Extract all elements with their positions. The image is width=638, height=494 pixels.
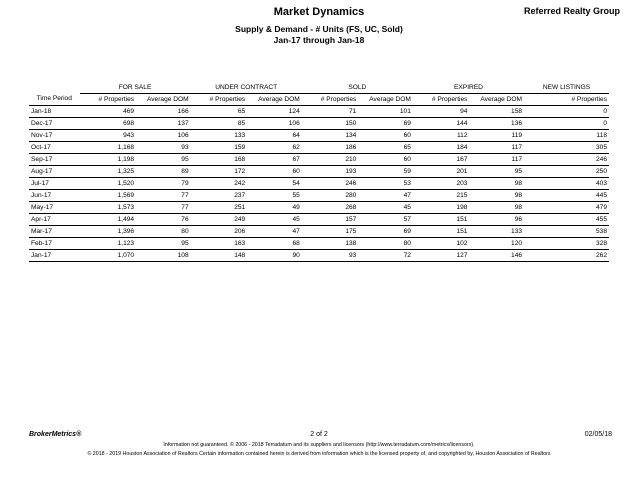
report-title: Market Dynamics (273, 6, 365, 18)
table-cell: 186 (302, 141, 359, 153)
table-cell: 151 (413, 213, 470, 225)
table-cell: 1,325 (80, 165, 137, 177)
table-cell: 69 (358, 225, 413, 237)
table-cell: 53 (358, 177, 413, 189)
column-header-row (29, 93, 609, 105)
group-under-contract: UNDER CONTRACT (191, 82, 302, 93)
table-cell: 47 (358, 189, 413, 201)
table-cell: 102 (413, 237, 470, 249)
table-cell: 144 (413, 117, 470, 129)
table-cell: 119 (469, 129, 524, 141)
table-cell: 246 (302, 177, 359, 189)
report-subtitle: Supply & Demand - # Units (FS, UC, Sold) (235, 24, 403, 34)
table-cell: 69 (358, 117, 413, 129)
table-cell: 60 (247, 165, 302, 177)
table-cell: 118 (524, 129, 609, 141)
table-cell: 1,494 (80, 213, 137, 225)
table-cell: 62 (247, 141, 302, 153)
table-cell: 80 (358, 237, 413, 249)
table-cell: 124 (247, 105, 302, 117)
brand-label: BrokerMetrics® (29, 431, 82, 438)
table-cell: 455 (524, 213, 609, 225)
table-cell: 85 (191, 117, 248, 129)
table-cell: 305 (524, 141, 609, 153)
table-cell: 54 (247, 177, 302, 189)
table-cell: 172 (191, 165, 248, 177)
table-cell: 98 (469, 177, 524, 189)
col-new-listings-properties: # Properties (524, 93, 609, 105)
table-cell: 1,573 (80, 201, 137, 213)
table-cell: 98 (469, 201, 524, 213)
table-row (29, 225, 609, 237)
group-header-row (29, 82, 609, 93)
table-cell: 698 (80, 117, 137, 129)
time-period-cell: Jun-17 (29, 189, 80, 201)
time-period-cell: Feb-17 (29, 237, 80, 249)
table-cell: 538 (524, 225, 609, 237)
group-for-sale: FOR SALE (80, 82, 191, 93)
time-period-cell: Jul-17 (29, 177, 80, 189)
table-cell: 45 (358, 201, 413, 213)
table-cell: 94 (413, 105, 470, 117)
table-cell: 166 (136, 105, 191, 117)
table-cell: 95 (136, 153, 191, 165)
table-row (29, 129, 609, 141)
table-cell: 98 (469, 189, 524, 201)
report-date: 02/05/18 (584, 431, 612, 438)
table-cell: 138 (302, 237, 359, 249)
table-row (29, 177, 609, 189)
col-for-sale-properties: # Properties (80, 93, 137, 105)
table-cell: 193 (302, 165, 359, 177)
disclaimer-line-2: © 2018 - 2019 Houston Association of Realtors Certain information contained herein is derived from information which is the licensed property of, and copyrighted by, Houston Association of Realtors (87, 451, 551, 457)
table-cell: 95 (469, 165, 524, 177)
table-cell: 479 (524, 201, 609, 213)
table-cell: 0 (524, 105, 609, 117)
date-range: Jan-17 through Jan-18 (273, 35, 365, 45)
table-cell: 146 (469, 249, 524, 261)
table-cell: 151 (413, 225, 470, 237)
table-row (29, 117, 609, 129)
time-period-cell: Sep-17 (29, 153, 80, 165)
table-cell: 65 (191, 105, 248, 117)
table-cell: 150 (302, 117, 359, 129)
page-number: 2 of 2 (310, 431, 328, 438)
table-cell: 163 (191, 237, 248, 249)
table-row (29, 201, 609, 213)
table-cell: 112 (413, 129, 470, 141)
time-period-cell: Oct-17 (29, 141, 80, 153)
time-period-cell: Jan-18 (29, 105, 80, 117)
table-cell: 148 (191, 249, 248, 261)
table-cell: 184 (413, 141, 470, 153)
table-cell: 133 (469, 225, 524, 237)
table-cell: 1,123 (80, 237, 137, 249)
table-cell: 120 (469, 237, 524, 249)
table-cell: 0 (524, 117, 609, 129)
table-cell: 249 (191, 213, 248, 225)
table-cell: 45 (247, 213, 302, 225)
table-row (29, 105, 609, 117)
table-cell: 943 (80, 129, 137, 141)
time-period-cell: Nov-17 (29, 129, 80, 141)
table-cell: 268 (302, 201, 359, 213)
table-row (29, 189, 609, 201)
table-cell: 65 (358, 141, 413, 153)
market-dynamics-table (29, 82, 609, 262)
table-cell: 67 (247, 153, 302, 165)
table-cell: 1,070 (80, 249, 137, 261)
table-cell: 80 (136, 225, 191, 237)
table-cell: 96 (469, 213, 524, 225)
table-cell: 210 (302, 153, 359, 165)
table-cell: 79 (136, 177, 191, 189)
time-period-cell: May-17 (29, 201, 80, 213)
table-cell: 60 (358, 129, 413, 141)
table-cell: 106 (136, 129, 191, 141)
table-cell: 1,520 (80, 177, 137, 189)
table-cell: 1,198 (80, 153, 137, 165)
table-cell: 68 (247, 237, 302, 249)
col-expired-properties: # Properties (413, 93, 470, 105)
time-period-cell: Apr-17 (29, 213, 80, 225)
table-cell: 90 (247, 249, 302, 261)
table-cell: 93 (136, 141, 191, 153)
table-cell: 101 (358, 105, 413, 117)
table-cell: 117 (469, 153, 524, 165)
table-cell: 134 (302, 129, 359, 141)
table-cell: 133 (191, 129, 248, 141)
table-body (29, 105, 609, 261)
table-cell: 72 (358, 249, 413, 261)
table-cell: 198 (413, 201, 470, 213)
table-cell: 108 (136, 249, 191, 261)
table-cell: 469 (80, 105, 137, 117)
table-cell: 117 (469, 141, 524, 153)
table-cell: 206 (191, 225, 248, 237)
table-cell: 175 (302, 225, 359, 237)
col-under-contract-properties: # Properties (191, 93, 248, 105)
table-cell: 203 (413, 177, 470, 189)
table-cell: 158 (469, 105, 524, 117)
table-cell: 137 (136, 117, 191, 129)
table-cell: 215 (413, 189, 470, 201)
table-cell: 49 (247, 201, 302, 213)
table-cell: 168 (191, 153, 248, 165)
table-cell: 127 (413, 249, 470, 261)
table-row (29, 153, 609, 165)
table-cell: 157 (302, 213, 359, 225)
disclaimer-line-1: Information not guaranteed. © 2006 - 2018 Terradatum and its suppliers and licensors (http://www.terradatum.com/metrics/licensors). (163, 442, 475, 448)
group-new-listings: NEW LISTINGS (524, 82, 609, 93)
table-cell: 262 (524, 249, 609, 261)
table-cell: 167 (413, 153, 470, 165)
time-period-cell: Mar-17 (29, 225, 80, 237)
table-cell: 64 (247, 129, 302, 141)
table-cell: 250 (524, 165, 609, 177)
col-sold-properties: # Properties (302, 93, 359, 105)
table-cell: 1,569 (80, 189, 137, 201)
table-cell: 242 (191, 177, 248, 189)
table-cell: 251 (191, 201, 248, 213)
col-under-contract-dom: Average DOM (247, 93, 302, 105)
table-cell: 445 (524, 189, 609, 201)
table-cell: 77 (136, 189, 191, 201)
table-cell: 59 (358, 165, 413, 177)
col-time-period: Time Period (29, 93, 80, 105)
table-cell: 77 (136, 201, 191, 213)
group-header-spacer (29, 82, 80, 93)
table-cell: 280 (302, 189, 359, 201)
table-cell: 89 (136, 165, 191, 177)
table-row (29, 213, 609, 225)
table-cell: 71 (302, 105, 359, 117)
time-period-cell: Aug-17 (29, 165, 80, 177)
col-sold-dom: Average DOM (358, 93, 413, 105)
table-cell: 246 (524, 153, 609, 165)
table-row (29, 249, 609, 261)
table-cell: 328 (524, 237, 609, 249)
table-cell: 60 (358, 153, 413, 165)
table-cell: 106 (247, 117, 302, 129)
table-cell: 1,168 (80, 141, 137, 153)
table-cell: 237 (191, 189, 248, 201)
time-period-cell: Dec-17 (29, 117, 80, 129)
table-cell: 57 (358, 213, 413, 225)
table-cell: 159 (191, 141, 248, 153)
table-cell: 136 (469, 117, 524, 129)
group-sold: SOLD (302, 82, 413, 93)
table-row (29, 165, 609, 177)
table-cell: 95 (136, 237, 191, 249)
table-cell: 93 (302, 249, 359, 261)
col-for-sale-dom: Average DOM (136, 93, 191, 105)
table-cell: 403 (524, 177, 609, 189)
company-name: Referred Realty Group (523, 6, 620, 16)
col-expired-dom: Average DOM (469, 93, 524, 105)
table-row (29, 237, 609, 249)
table-cell: 1,396 (80, 225, 137, 237)
table-cell: 201 (413, 165, 470, 177)
table-cell: 47 (247, 225, 302, 237)
time-period-cell: Jan-17 (29, 249, 80, 261)
table-cell: 55 (247, 189, 302, 201)
table-cell: 76 (136, 213, 191, 225)
table-row (29, 141, 609, 153)
group-expired: EXPIRED (413, 82, 524, 93)
